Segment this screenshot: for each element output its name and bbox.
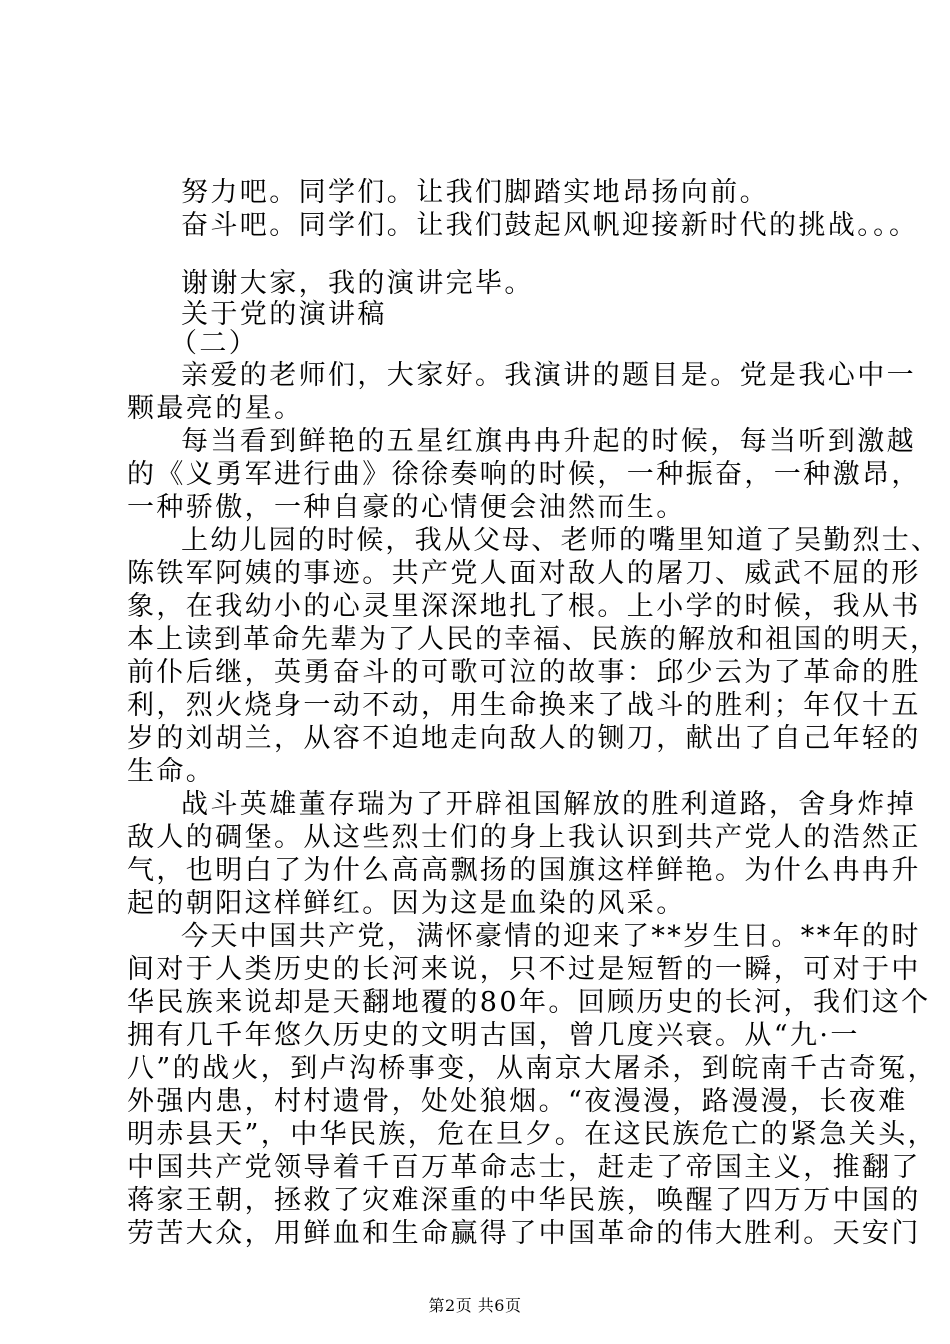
text-line: 前仆后继，英勇奋斗的可歌可泣的故事：邱少云为了革命的胜 (127, 657, 921, 688)
text-line: 象，在我幼小的心灵里深深地扎了根。上小学的时候，我从书 (127, 591, 921, 622)
text-line: 战斗英雄董存瑞为了开辟祖国解放的胜利道路，舍身炸掉 (181, 789, 916, 820)
text-line: 努力吧。同学们。让我们脚踏实地昂扬向前。 (181, 177, 769, 208)
text-line: 明赤县天”，中华民族，危在旦夕。在这民族危亡的紧急关头， (127, 1119, 938, 1150)
text-line: 颗最亮的星。 (127, 393, 304, 424)
text-line: 今天中国共产党，满怀豪情的迎来了**岁生日。**年的时 (181, 921, 921, 952)
text-line: 敌人的碉堡。从这些烈士们的身上我认识到共产党人的浩然正 (127, 822, 921, 853)
text-line: 起的朝阳这样鲜红。因为这是血染的风采。 (127, 888, 686, 919)
text-line: 八”的战火，到卢沟桥事变，从南京大屠杀，到皖南千古奇冤， (127, 1053, 938, 1084)
text-line: 间对于人类历史的长河来说，只不过是短暂的一瞬，可对于中 (127, 954, 921, 985)
page-footer: 第2页 共6页 (428, 1296, 522, 1315)
text-line: 气，也明白了为什么高高飘扬的国旗这样鲜艳。为什么冉冉升 (127, 855, 921, 886)
text-line: 利，烈火烧身一动不动，用生命换来了战斗的胜利；年仅十五 (127, 690, 921, 721)
text-line: 劳苦大众，用鲜血和生命赢得了中国革命的伟大胜利。天安门 (127, 1218, 921, 1249)
text-line: 中国共产党领导着千百万革命志士，赶走了帝国主义，推翻了 (127, 1152, 921, 1183)
text-line: 岁的刘胡兰，从容不迫地走向敌人的铡刀，献出了自己年轻的 (127, 723, 921, 754)
text-line: 奋斗吧。同学们。让我们鼓起风帆迎接新时代的挑战。。。 (181, 210, 919, 241)
text-line: 生命。 (127, 756, 216, 787)
section-number: （二） (170, 328, 259, 359)
text-line: 每当看到鲜艳的五星红旗冉冉升起的时候，每当听到激越 (181, 426, 916, 457)
text-line: 上幼儿园的时候，我从父母、老师的嘴里知道了吴勤烈士、 (181, 525, 941, 556)
text-line: 亲爱的老师们，大家好。我演讲的题目是。党是我心中一 (181, 360, 916, 391)
text-line: 外强内患，村村遗骨，处处狼烟。“夜漫漫，路漫漫，长夜难 (127, 1086, 908, 1117)
text-line: 一种骄傲，一种自豪的心情便会油然而生。 (127, 492, 686, 523)
text-line: 本上读到革命先辈为了人民的幸福、民族的解放和祖国的明天， (127, 624, 939, 655)
text-line: 陈铁军阿姨的事迹。共产党人面对敌人的屠刀、威武不屈的形 (127, 558, 921, 589)
text-line: 谢谢大家，我的演讲完毕。 (181, 268, 534, 299)
text-line: 蒋家王朝，拯救了灾难深重的中华民族，唤醒了四万万中国的 (127, 1185, 921, 1216)
text-line: 的《义勇军进行曲》徐徐奏响的时候，一种振奋，一种激昂， (127, 459, 921, 490)
text-line: 拥有几千年悠久历史的文明古国，曾几度兴衰。从“九·一 (127, 1020, 860, 1051)
text-line: 华民族来说却是天翻地覆的80年。回顾历史的长河，我们这个 (127, 987, 931, 1018)
section-title: 关于党的演讲稿 (181, 299, 387, 330)
